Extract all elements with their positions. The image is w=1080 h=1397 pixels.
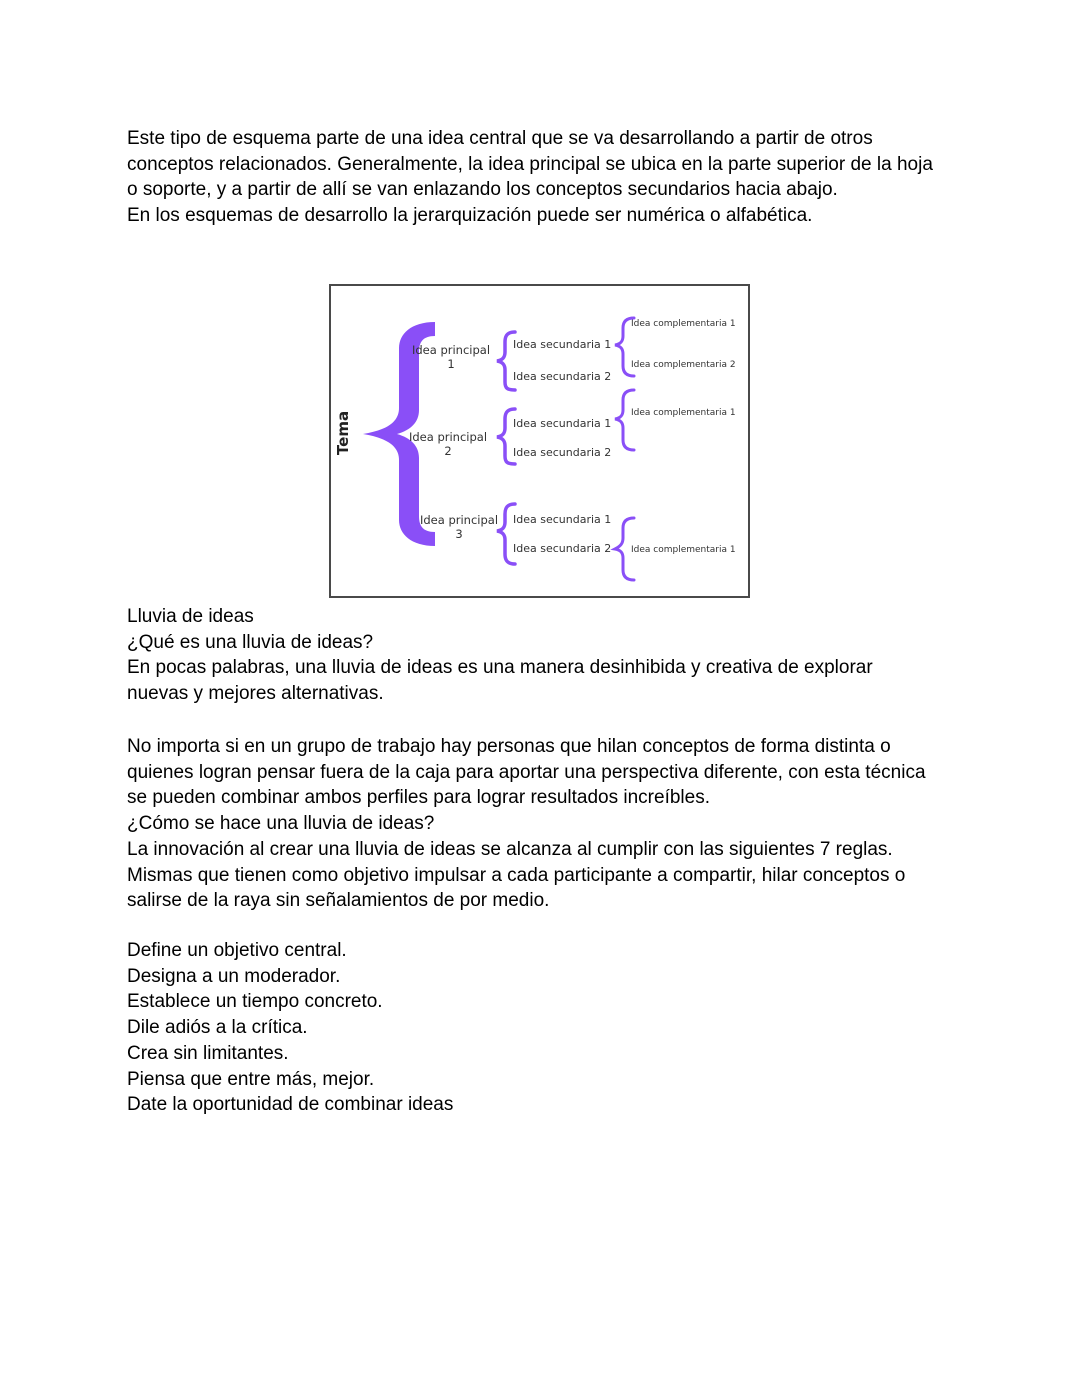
body-line: quienes logran pensar fuera de la caja para aportar una perspectiva diferente, con esta técnica [127, 761, 926, 783]
tema-label: Tema [334, 410, 353, 456]
intro-line: En los esquemas de desarrollo la jerarquización puede ser numérica o alfabética. [127, 205, 813, 227]
rule-item: Crea sin limitantes. [127, 1042, 289, 1064]
idea-principal-2-text: Idea principal [408, 430, 488, 444]
idea-principal-2 [408, 430, 488, 459]
idea-principal-2-number: 2 [444, 444, 452, 459]
idea-principal-1-number: 1 [447, 357, 455, 372]
body-line: salirse de la raya sin señalamientos de por medio. [127, 890, 550, 912]
g2-idea-secundaria-2: Idea secundaria 2 [513, 446, 612, 459]
lluvia-de-ideas-section [127, 604, 967, 707]
g2-idea-secundaria-1: Idea secundaria 1 [513, 417, 612, 430]
section-heading: Lluvia de ideas [127, 606, 254, 627]
tema-label-wrap [332, 411, 354, 455]
intro-paragraph [127, 126, 967, 229]
body-question: ¿Cómo se hace una lluvia de ideas? [127, 813, 435, 835]
idea-principal-3-text: Idea principal [419, 513, 499, 527]
body-paragraph [127, 734, 967, 914]
rules-list [127, 938, 967, 1118]
idea-complementaria-b1: Idea complementaria 1 [631, 408, 736, 418]
development-scheme-diagram [329, 284, 750, 598]
g1-idea-secundaria-2: Idea secundaria 2 [513, 370, 612, 383]
rule-item: Designa a un moderador. [127, 965, 341, 987]
g3-idea-secundaria-2: Idea secundaria 2 [513, 542, 612, 555]
rule-item: Piensa que entre más, mejor. [127, 1068, 375, 1090]
body-line: Mismas que tienen como objetivo impulsar a cada participante a compartir, hilar conceptos o [127, 864, 906, 886]
idea-principal-1-text: Idea principal [411, 343, 491, 357]
g1-idea-secundaria-1: Idea secundaria 1 [513, 338, 612, 351]
body-line: se pueden combinar ambos perfiles para lograr resultados increíbles. [127, 787, 710, 809]
idea-principal-3-number: 3 [455, 527, 463, 542]
body-line: La innovación al crear una lluvia de ideas se alcanza al cumplir con las siguientes 7 reglas. [127, 838, 893, 860]
rule-item: Define un objetivo central. [127, 940, 347, 961]
intro-line: conceptos relacionados. Generalmente, la idea principal se ubica en la parte superior de la hoja [127, 153, 933, 175]
section-question: ¿Qué es una lluvia de ideas? [127, 631, 374, 653]
brace-complement-b [615, 390, 634, 450]
idea-principal-1 [411, 343, 491, 372]
body-line: No importa si en un grupo de trabajo hay personas que hilan conceptos de forma distinta o [127, 736, 891, 757]
intro-line: Este tipo de esquema parte de una idea central que se va desarrollando a partir de otros [127, 128, 873, 149]
idea-complementaria-a1: Idea complementaria 1 [631, 319, 736, 329]
idea-complementaria-a2: Idea complementaria 2 [631, 360, 736, 370]
g3-idea-secundaria-1: Idea secundaria 1 [513, 513, 612, 526]
rule-item: Date la oportunidad de combinar ideas [127, 1094, 454, 1116]
section-line: nuevas y mejores alternativas. [127, 683, 384, 705]
intro-line: o soporte, y a partir de allí se van enlazando los conceptos secundarios hacia abajo. [127, 179, 838, 201]
section-line: En pocas palabras, una lluvia de ideas es una manera desinhibida y creativa de explorar [127, 657, 873, 679]
rule-item: Establece un tiempo concreto. [127, 991, 383, 1013]
rule-item: Dile adiós a la crítica. [127, 1017, 308, 1039]
idea-complementaria-c1: Idea complementaria 1 [631, 545, 736, 555]
idea-principal-3 [419, 513, 499, 542]
